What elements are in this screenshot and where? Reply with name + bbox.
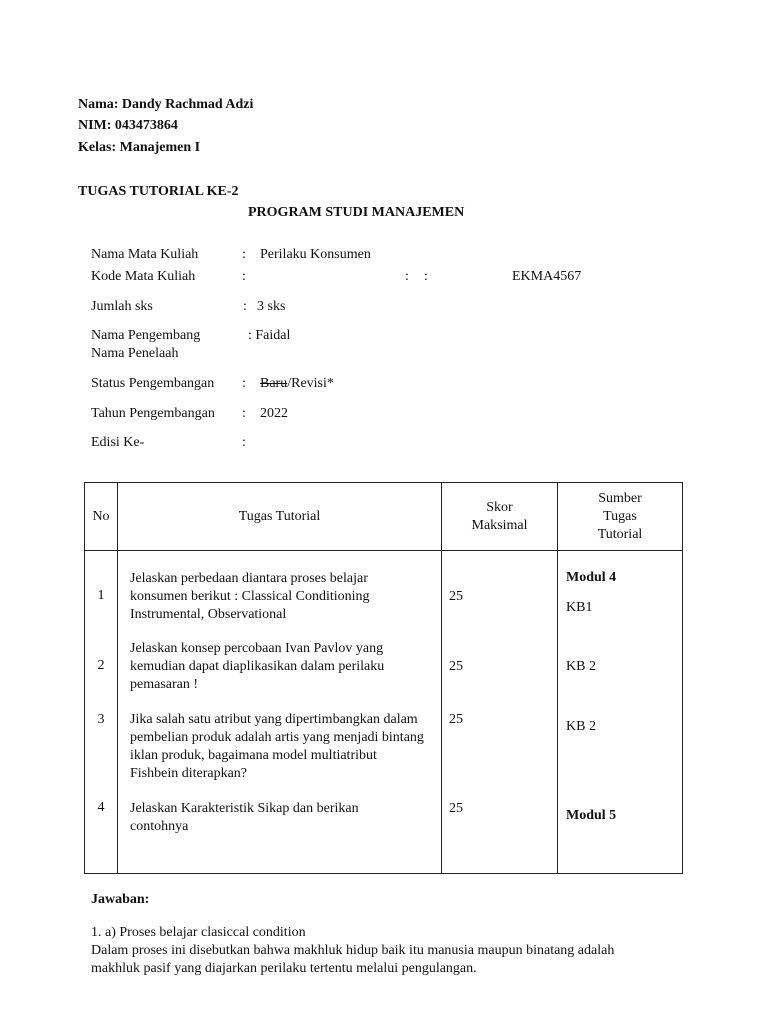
row-3-skor: 25: [449, 712, 463, 727]
header-sumber-line2: Tugas: [603, 508, 637, 524]
document-title: TUGAS TUTORIAL KE-2: [78, 184, 239, 199]
row-3-no: 3: [97, 712, 105, 727]
student-class: Kelas: Manajemen I: [78, 140, 201, 155]
row-2-tugas: Jelaskan konsep percobaan Ivan Pavlov yang kemudian dapat diaplikasikan dalam perilaku pemasaran !: [130, 641, 385, 692]
sumber-column: [558, 551, 683, 874]
developer-value: : Faidal: [248, 328, 291, 343]
course-code-colon-1: :: [242, 269, 246, 284]
program-title: PROGRAM STUDI MANAJEMEN: [248, 205, 465, 220]
row-1-tugas: Jelaskan perbedaan diantara proses belajar konsumen berikut : Classical Conditioning Instrumental, Observational: [130, 571, 370, 622]
status-value: [260, 376, 334, 392]
row-1-sumber-modul: Modul 4: [566, 570, 617, 585]
sks-colon: :: [243, 299, 247, 314]
developer-label: Nama Pengembang: [91, 328, 201, 343]
row-2-sumber: KB 2: [566, 659, 596, 674]
edition-colon: :: [242, 435, 246, 450]
row-2-no: 2: [97, 658, 105, 673]
header-no: No: [85, 483, 118, 551]
course-code-value: EKMA4567: [512, 269, 582, 284]
row-4-skor: 25: [449, 801, 463, 816]
student-nim: NIM: 043473864: [78, 118, 178, 133]
status-colon: :: [242, 376, 246, 391]
header-sumber: [558, 483, 683, 551]
year-value: 2022: [260, 406, 288, 421]
course-code-label: Kode Mata Kuliah: [91, 269, 196, 284]
answer-line-2: Dalam proses ini disebutkan bahwa makhluk hidup baik itu manusia maupun binatang adalah: [91, 943, 615, 958]
row-3-tugas: Jika salah satu atribut yang dipertimbangkan dalam pembelian produk adalah artis yang menjadi bintang iklan produk, bagaimana model multiatribut Fishbein diterapkan?: [130, 712, 424, 781]
table-row: [85, 551, 683, 874]
sks-label: Jumlah sks: [91, 299, 153, 314]
status-revision: /Revisi*: [287, 376, 334, 391]
row-3-sumber: KB 2: [566, 719, 596, 734]
row-1-skor: 25: [449, 589, 463, 604]
student-name: Nama: Dandy Rachmad Adzi: [78, 97, 254, 112]
no-column: [85, 551, 118, 874]
row-4-tugas: Jelaskan Karakteristik Sikap dan berikan contohnya: [130, 801, 359, 834]
course-name-label: Nama Mata Kuliah: [91, 247, 199, 262]
header-skor-line1: Skor: [486, 499, 513, 515]
answer-line-3: makhluk pasif yang diajarkan perilaku tertentu melalui pengulangan.: [91, 961, 477, 976]
reviewer-label: Nama Penelaah: [91, 346, 179, 361]
status-new-struck: Baru: [260, 376, 288, 391]
answer-line-1: 1. a) Proses belajar clasiccal condition: [91, 925, 306, 940]
sks-value: 3 sks: [257, 299, 286, 314]
row-4-no: 4: [97, 800, 105, 815]
edition-label: Edisi Ke-: [91, 435, 145, 450]
row-4-sumber: Modul 5: [566, 808, 617, 823]
course-code-colon-2: :: [405, 269, 409, 284]
status-label: Status Pengembangan: [91, 376, 215, 391]
header-skor: [442, 483, 558, 551]
header-sumber-line3: Tutorial: [597, 526, 643, 542]
row-1-sumber-kb: KB1: [566, 600, 593, 615]
course-code-colon-3: :: [424, 269, 428, 284]
course-name-colon: :: [242, 247, 246, 262]
assignment-table: [84, 482, 683, 874]
skor-column: [442, 551, 558, 874]
row-1-no: 1: [97, 588, 105, 603]
year-label: Tahun Pengembangan: [91, 406, 215, 421]
header-skor-line2: Maksimal: [471, 517, 528, 533]
table-header-row: [85, 483, 683, 551]
year-colon: :: [242, 406, 246, 421]
answer-heading: Jawaban:: [91, 892, 150, 907]
tugas-column: [118, 551, 442, 874]
row-2-skor: 25: [449, 659, 463, 674]
course-name-value: Perilaku Konsumen: [260, 247, 371, 262]
header-sumber-line1: Sumber: [598, 490, 642, 506]
header-tugas: Tugas Tutorial: [118, 483, 442, 551]
